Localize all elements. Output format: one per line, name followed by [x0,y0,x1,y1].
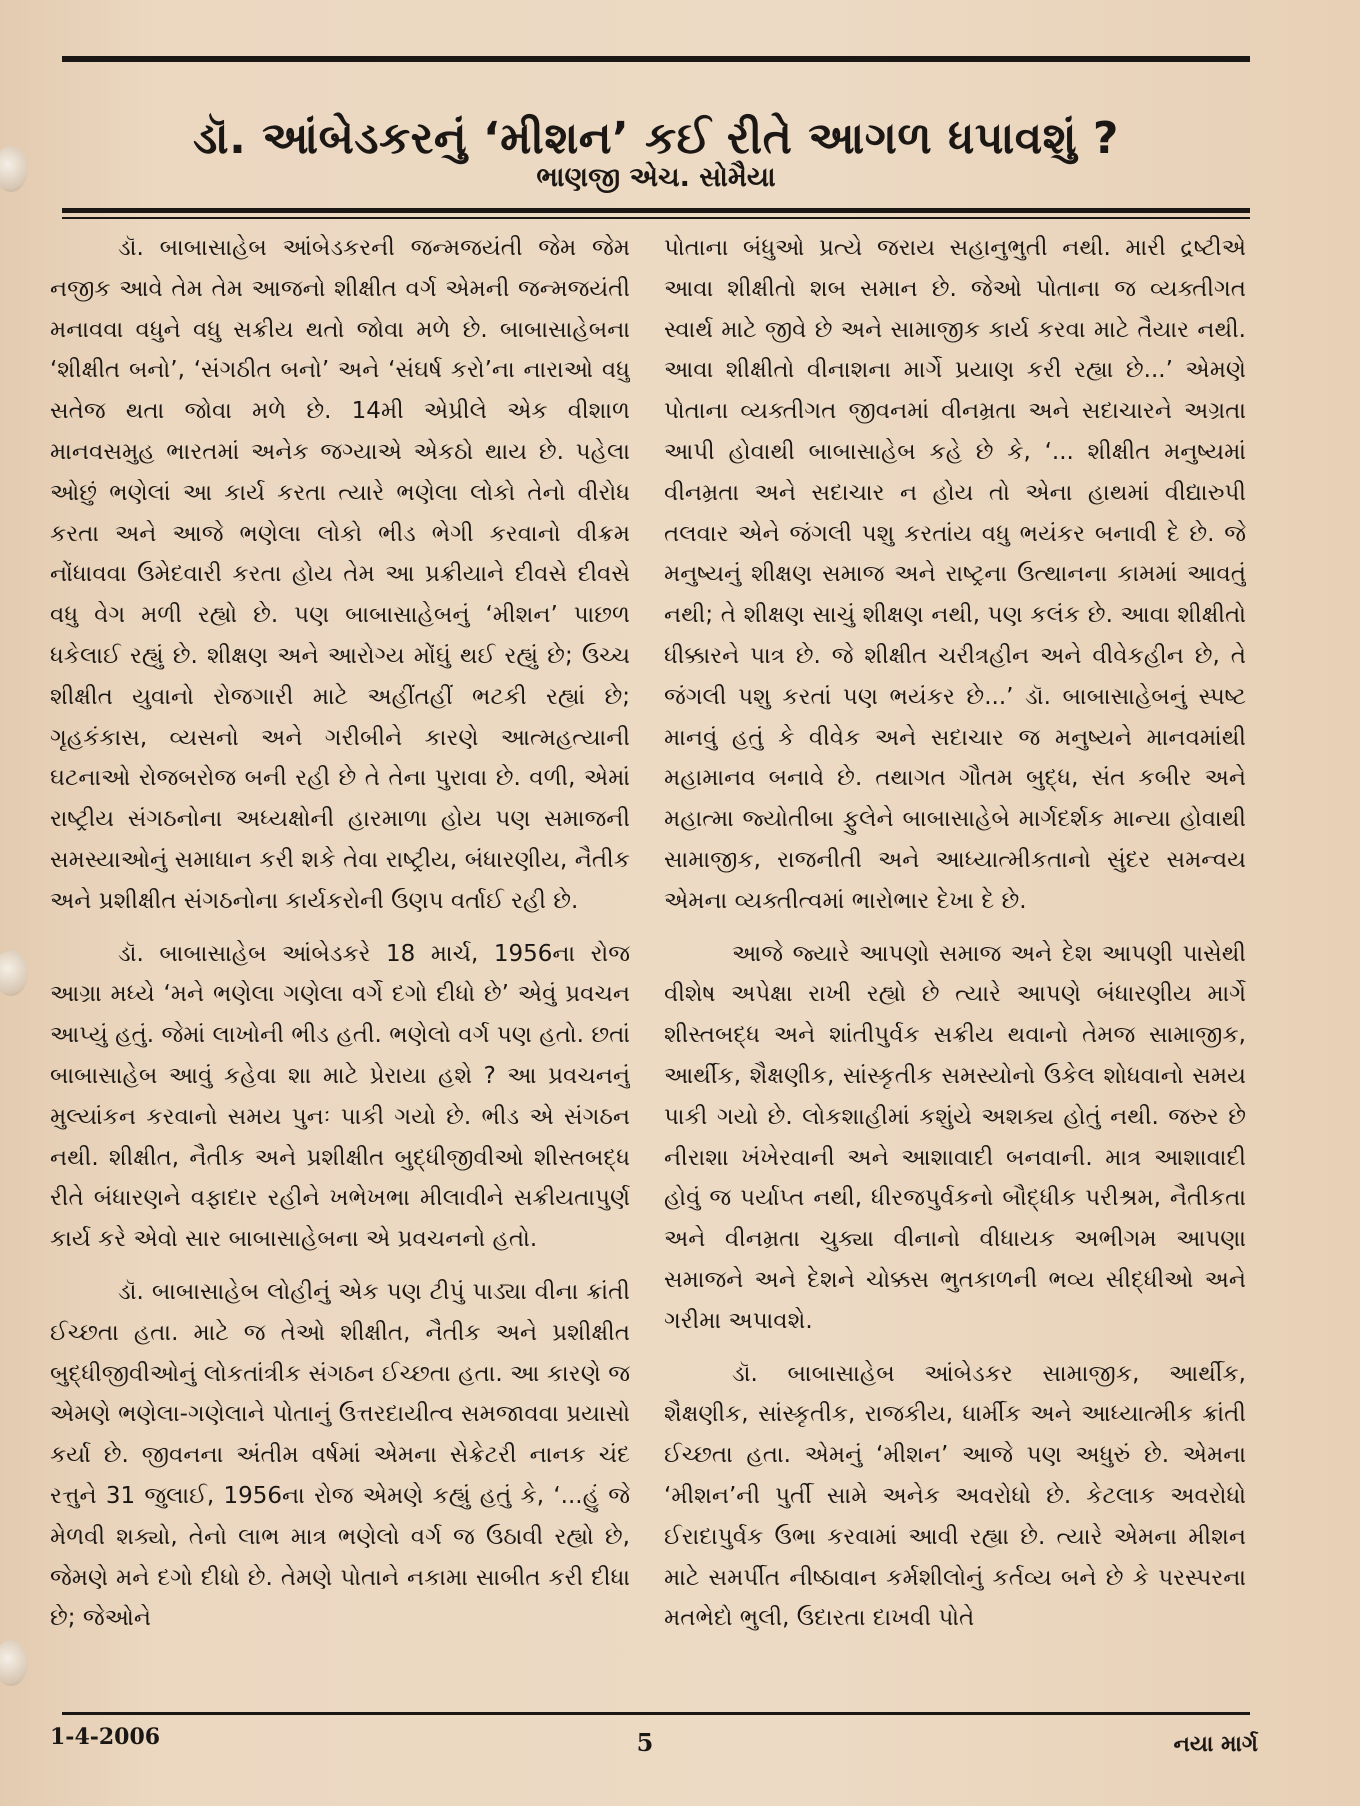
punch-hole [0,950,28,996]
left-column [50,228,630,1702]
paragraph: ડૉ. બાબાસાહેબ આંબેડકરે 18 માર્ચ, 1956ના રોજ આગ્રા મધ્યે ‘મને ભણેલા ગણેલા વર્ગે દગો દીધો છે’ એવું પ્રવચન આપ્યું હતું. જેમાં લાખોની ભીડ હતી. ભણેલો વર્ગ પણ હતો. છતાં બાબાસાહેબ આવું કહેવા શા માટે પ્રેરાયા હશે ? આ પ્રવચનનું મુલ્યાંકન કરવાનો સમય પુનઃ પાકી ગયો છે. ભીડ એ સંગઠન નથી. શીક્ષીત, નૈતીક અને પ્રશીક્ષીત બુદ્ધીજીવીઓ શીસ્તબદ્ધ રીતે બંધારણને વફાદાર રહીને ખભેખભા મીલાવીને સક્રીયતાપુર્ણ કાર્ય કરે એવો સાર બાબાસાહેબના એ પ્રવચનનો હતો. [50,940,630,1253]
punch-hole [0,1640,28,1686]
paragraph: આજે જ્યારે આપણો સમાજ અને દેશ આપણી પાસેથી વીશેષ અપેક્ષા રાખી રહ્યો છે ત્યારે આપણે બંધારણીય માર્ગે શીસ્તબદ્ધ અને શાંતીપુર્વક સક્રીય થવાનો તેમજ સામાજીક, આર્થીક, શૈક્ષણીક, સાંસ્કૃતીક સમસ્યોનો ઉકેલ શોધવાનો સમય પાકી ગયો છે. લોકશાહીમાં કશુંયે અશક્ય હોતું નથી. જરુર છે નીરાશા ખંખેરવાની અને આશાવાદી બનવાની. માત્ર આશાવાદી હોવું જ પર્યાપ્ત નથી, ધીરજપુર્વકનો બૌદ્ધીક પરીશ્રમ, નૈતીકતા અને વીનમ્રતા ચુક્યા વીનાનો વીધાયક અભીગમ આપણા સમાજને અને દેશને ચોક્કસ ભુતકાળની ભવ્ય સીદ્ધીઓ અને ગરીમા અપાવશે. [664,940,1246,1334]
header-rule-thin [62,217,1250,219]
right-column [664,228,1246,1702]
magazine-name: નયા માર્ગ [1173,1732,1258,1757]
top-rule [62,56,1250,62]
article-title: ડૉ. આંબેડકરનું ‘મીશન’ કઈ રીતે આગળ ધપાવશું ? [193,113,1119,165]
paragraph: ડૉ. બાબાસાહેબ આંબેડકર સામાજીક, આર્થીક, શૈક્ષણીક, સાંસ્કૃતીક, રાજકીય, ધાર્મીક અને આધ્યાત્મીક ક્રાંતી ઈચ્છતા હતા. એમનું ‘મીશન’ આજે પણ અધુરું છે. એમના ‘મીશન’ની પુર્તી સામે અનેક અવરોધો છે. કેટલાક અવરોધો ઈરાદાપુર્વક ઉભા કરવામાં આવી રહ્યા છે. ત્યારે એમના મીશન માટે સમર્પીત નીષ્ઠાવાન કર્મશીલોનું કર્તવ્ય બને છે કે પરસ્પરના મતભેદો ભુલી, ઉદારતા દાખવી પોતે [664,1360,1246,1632]
page-number: 5 [636,1728,654,1757]
header-rule [62,208,1250,213]
paragraph: ડૉ. બાબાસાહેબ લોહીનું એક પણ ટીપું પાડ્યા વીના ક્રાંતી ઈચ્છતા હતા. માટે જ તેઓ શીક્ષીત, નૈતીક અને પ્રશીક્ષીત બુદ્ધીજીવીઓનું લોકતાંત્રીક સંગઠન ઈચ્છતા હતા. આ કારણે જ એમણે ભણેલા-ગણેલાને પોતાનું ઉત્તરદાયીત્વ સમજાવવા પ્રયાસો કર્યા છે. જીવનના અંતીમ વર્ષમાં એમના સેક્રેટરી નાનક ચંદ રત્તુને 31 જુલાઈ, 1956ના રોજ એમણે કહ્યું હતું કે, ‘...હું જે મેળવી શક્યો, તેનો લાભ માત્ર ભણેલો વર્ગ જ ઉઠાવી રહ્યો છે, જેમણે મને દગો દીધો છે. તેમણે પોતાને નકામા સાબીત કરી દીધા છે; જેઓને [50,1278,630,1632]
footer-rule [62,1712,1250,1715]
paragraph: ડૉ. બાબાસાહેબ આંબેડકરની જન્મજયંતી જેમ જેમ નજીક આવે તેમ તેમ આજનો શીક્ષીત વર્ગ એમની જન્મજયંતી મનાવવા વધુને વધુ સક્રીય થતો જોવા મળે છે. બાબાસાહેબના ‘શીક્ષીત બનો’, ‘સંગઠીત બનો’ અને ‘સંઘર્ષ કરો’ના નારાઓ વધુ સતેજ થતા જોવા મળે છે. 14મી એપ્રીલે એક વીશાળ માનવસમુહ ભારતમાં અનેક જગ્યાએ એકઠો થાય છે. પહેલા ઓછું ભણેલાં આ કાર્ય કરતા ત્યારે ભણેલા લોકો તેનો વીરોધ કરતા અને આજે ભણેલા લોકો ભીડ ભેગી કરવાનો વીક્રમ નોંધાવવા ઉમેદવારી કરતા હોય તેમ આ પ્રક્રીયાને દીવસે દીવસે વધુ વેગ મળી રહ્યો છે. પણ બાબાસાહેબનું ‘મીશન’ પાછળ ધકેલાઈ રહ્યું છે. શીક્ષણ અને આરોગ્ય મોંઘું થઈ રહ્યું છે; ઉચ્ચ શીક્ષીત યુવાનો રોજગારી માટે અહીંતહીં ભટકી રહ્યાં છે; ગૃહકંકાસ, વ્યસનો અને ગરીબીને કારણે આત્મહત્યાની ઘટનાઓ રોજબરોજ બની રહી છે તે તેના પુરાવા છે. વળી, એમાં રાષ્ટ્રીય સંગઠનોના અધ્યક્ષોની હારમાળા હોય પણ સમાજની સમસ્યાઓનું સમાધાન કરી શકે તેવા રાષ્ટ્રીય, બંધારણીય, નૈતીક અને પ્રશીક્ષીત સંગઠનોના કાર્યકરોની ઉણપ વર્તાઈ રહી છે. [50,235,630,914]
paragraph: પોતાના બંધુઓ પ્રત્યે જરાય સહાનુભુતી નથી. મારી દ્રષ્ટીએ આવા શીક્ષીતો શબ સમાન છે. જેઓ પોતાના જ વ્યક્તીગત સ્વાર્થ માટે જીવે છે અને સામાજીક કાર્ય કરવા માટે તૈયાર નથી. આવા શીક્ષીતો વીનાશના માર્ગે પ્રયાણ કરી રહ્યા છે...’ એમણે પોતાના વ્યક્તીગત જીવનમાં વીનમ્રતા અને સદાચારને અગ્રતા આપી હોવાથી બાબાસાહેબ કહે છે કે, ‘... શીક્ષીત મનુષ્યમાં વીનમ્રતા અને સદાચાર ન હોય તો એના હાથમાં વીદ્યારુપી તલવાર એને જંગલી પશુ કરતાંય વધુ ભયંકર બનાવી દે છે. જે મનુષ્યનું શીક્ષણ સમાજ અને રાષ્ટ્રના ઉત્થાનના કામમાં આવતું નથી; તે શીક્ષણ સાચું શીક્ષણ નથી, પણ કલંક છે. આવા શીક્ષીતો ધીક્કારને પાત્ર છે. જે શીક્ષીત ચરીત્રહીન અને વીવેકહીન છે, તે જંગલી પશુ કરતાં પણ ભયંકર છે...’ ડૉ. બાબાસાહેબનું સ્પષ્ટ માનવું હતું કે વીવેક અને સદાચાર જ મનુષ્યને માનવમાંથી મહામાનવ બનાવે છે. તથાગત ગૌતમ બુદ્ધ, સંત કબીર અને મહાત્મા જ્યોતીબા ફુલેને બાબાસાહેબે માર્ગદર્શક માન્યા હોવાથી સામાજીક, રાજનીતી અને આધ્યાત્મીકતાનો સુંદર સમન્વય એમના વ્યક્તીત્વમાં ભારોભાર દેખા દે છે. [664,235,1246,914]
issue-date: 1-4-2006 [50,1724,161,1750]
article-author: ભાણજી એચ. સોમૈયા [536,162,776,193]
punch-hole [0,146,28,192]
